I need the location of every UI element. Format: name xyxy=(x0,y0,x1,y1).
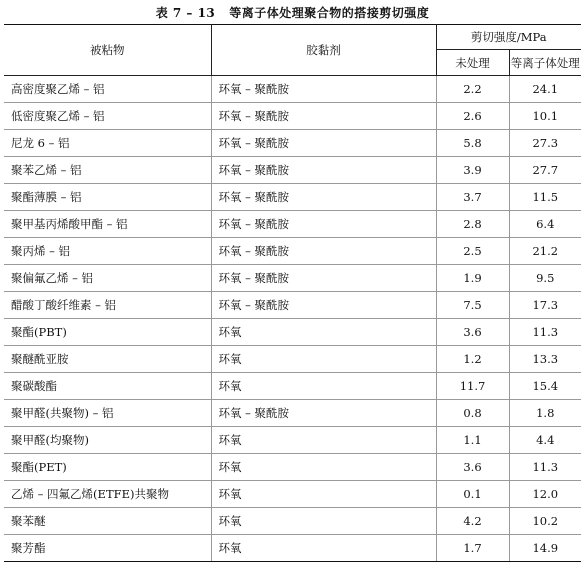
adhesive-cell: 环氧 – 聚酰胺 xyxy=(211,130,436,157)
table-row xyxy=(4,238,581,265)
adhesive-cell: 环氧 xyxy=(211,454,436,481)
adherend-cell: 聚甲醛(共聚物) – 铝 xyxy=(4,400,211,427)
table-body xyxy=(4,76,581,562)
adherend-cell: 聚芳酯 xyxy=(4,535,211,562)
adhesive-cell: 环氧 xyxy=(211,346,436,373)
table-row xyxy=(4,319,581,346)
table-row xyxy=(4,346,581,373)
adhesive-cell: 环氧 xyxy=(211,535,436,562)
table-row xyxy=(4,481,581,508)
adherend-cell: 聚酯薄膜 – 铝 xyxy=(4,184,211,211)
header-shear-strength: 剪切强度/MPa xyxy=(436,25,581,50)
table-row xyxy=(4,265,581,292)
plasma-value-cell: 27.7 xyxy=(509,157,581,184)
plasma-value-cell: 4.4 xyxy=(509,427,581,454)
plasma-value-cell: 13.3 xyxy=(509,346,581,373)
adherend-cell: 乙烯 – 四氟乙烯(ETFE)共聚物 xyxy=(4,481,211,508)
untreated-value-cell: 1.9 xyxy=(436,265,509,292)
untreated-value-cell: 2.2 xyxy=(436,76,509,103)
plasma-value-cell: 21.2 xyxy=(509,238,581,265)
adhesive-cell: 环氧 – 聚酰胺 xyxy=(211,292,436,319)
adhesive-cell: 环氧 – 聚酰胺 xyxy=(211,265,436,292)
table-row xyxy=(4,157,581,184)
adherend-cell: 聚碳酸酯 xyxy=(4,373,211,400)
plasma-value-cell: 11.3 xyxy=(509,319,581,346)
untreated-value-cell: 1.2 xyxy=(436,346,509,373)
adhesive-cell: 环氧 – 聚酰胺 xyxy=(211,157,436,184)
table-row xyxy=(4,211,581,238)
adherend-cell: 聚丙烯 – 铝 xyxy=(4,238,211,265)
adhesive-cell: 环氧 xyxy=(211,427,436,454)
untreated-value-cell: 4.2 xyxy=(436,508,509,535)
adhesive-cell: 环氧 – 聚酰胺 xyxy=(211,211,436,238)
untreated-value-cell: 3.6 xyxy=(436,319,509,346)
adherend-cell: 聚酯(PBT) xyxy=(4,319,211,346)
adhesive-cell: 环氧 – 聚酰胺 xyxy=(211,238,436,265)
header-adherend: 被粘物 xyxy=(4,25,211,76)
table-row xyxy=(4,292,581,319)
table-row xyxy=(4,76,581,103)
plasma-value-cell: 11.3 xyxy=(509,454,581,481)
table-row xyxy=(4,400,581,427)
adhesive-cell: 环氧 – 聚酰胺 xyxy=(211,184,436,211)
adherend-cell: 低密度聚乙烯 – 铝 xyxy=(4,103,211,130)
untreated-value-cell: 5.8 xyxy=(436,130,509,157)
adherend-cell: 聚偏氟乙烯 – 铝 xyxy=(4,265,211,292)
plasma-value-cell: 9.5 xyxy=(509,265,581,292)
plasma-value-cell: 11.5 xyxy=(509,184,581,211)
table-row xyxy=(4,454,581,481)
plasma-value-cell: 27.3 xyxy=(509,130,581,157)
table-row xyxy=(4,184,581,211)
untreated-value-cell: 1.7 xyxy=(436,535,509,562)
untreated-value-cell: 11.7 xyxy=(436,373,509,400)
untreated-value-cell: 2.5 xyxy=(436,238,509,265)
adhesive-cell: 环氧 xyxy=(211,373,436,400)
plasma-value-cell: 17.3 xyxy=(509,292,581,319)
untreated-value-cell: 7.5 xyxy=(436,292,509,319)
adherend-cell: 聚苯醚 xyxy=(4,508,211,535)
plasma-value-cell: 6.4 xyxy=(509,211,581,238)
plasma-value-cell: 12.0 xyxy=(509,481,581,508)
adhesive-cell: 环氧 xyxy=(211,319,436,346)
adherend-cell: 高密度聚乙烯 – 铝 xyxy=(4,76,211,103)
untreated-value-cell: 0.8 xyxy=(436,400,509,427)
table-row xyxy=(4,130,581,157)
table-row xyxy=(4,427,581,454)
header-untreated: 未处理 xyxy=(436,50,509,76)
adherend-cell: 聚甲基丙烯酸甲酯 – 铝 xyxy=(4,211,211,238)
table-header xyxy=(4,25,581,76)
untreated-value-cell: 2.8 xyxy=(436,211,509,238)
table-number: 表 7 – 13 xyxy=(155,6,216,20)
adherend-cell: 聚酯(PET) xyxy=(4,454,211,481)
shear-strength-table xyxy=(4,24,581,562)
header-adhesive: 胶黏剂 xyxy=(211,25,436,76)
untreated-value-cell: 1.1 xyxy=(436,427,509,454)
plasma-value-cell: 14.9 xyxy=(509,535,581,562)
untreated-value-cell: 3.9 xyxy=(436,157,509,184)
adherend-cell: 聚醚酰亚胺 xyxy=(4,346,211,373)
table-row xyxy=(4,373,581,400)
untreated-value-cell: 3.7 xyxy=(436,184,509,211)
table-title: 等离子体处理聚合物的搭接剪切强度 xyxy=(229,6,430,20)
plasma-value-cell: 24.1 xyxy=(509,76,581,103)
adhesive-cell: 环氧 – 聚酰胺 xyxy=(211,400,436,427)
table-row xyxy=(4,535,581,562)
plasma-value-cell: 10.1 xyxy=(509,103,581,130)
table-caption xyxy=(0,4,585,21)
header-plasma-treated: 等离子体处理 xyxy=(509,50,581,76)
table-row xyxy=(4,508,581,535)
table-row xyxy=(4,103,581,130)
adhesive-cell: 环氧 xyxy=(211,508,436,535)
adherend-cell: 醋酸丁酸纤维素 – 铝 xyxy=(4,292,211,319)
adherend-cell: 尼龙 6 – 铝 xyxy=(4,130,211,157)
adhesive-cell: 环氧 – 聚酰胺 xyxy=(211,103,436,130)
adherend-cell: 聚甲醛(均聚物) xyxy=(4,427,211,454)
adhesive-cell: 环氧 – 聚酰胺 xyxy=(211,76,436,103)
untreated-value-cell: 3.6 xyxy=(436,454,509,481)
untreated-value-cell: 0.1 xyxy=(436,481,509,508)
plasma-value-cell: 15.4 xyxy=(509,373,581,400)
untreated-value-cell: 2.6 xyxy=(436,103,509,130)
adhesive-cell: 环氧 xyxy=(211,481,436,508)
adherend-cell: 聚苯乙烯 – 铝 xyxy=(4,157,211,184)
plasma-value-cell: 1.8 xyxy=(509,400,581,427)
plasma-value-cell: 10.2 xyxy=(509,508,581,535)
